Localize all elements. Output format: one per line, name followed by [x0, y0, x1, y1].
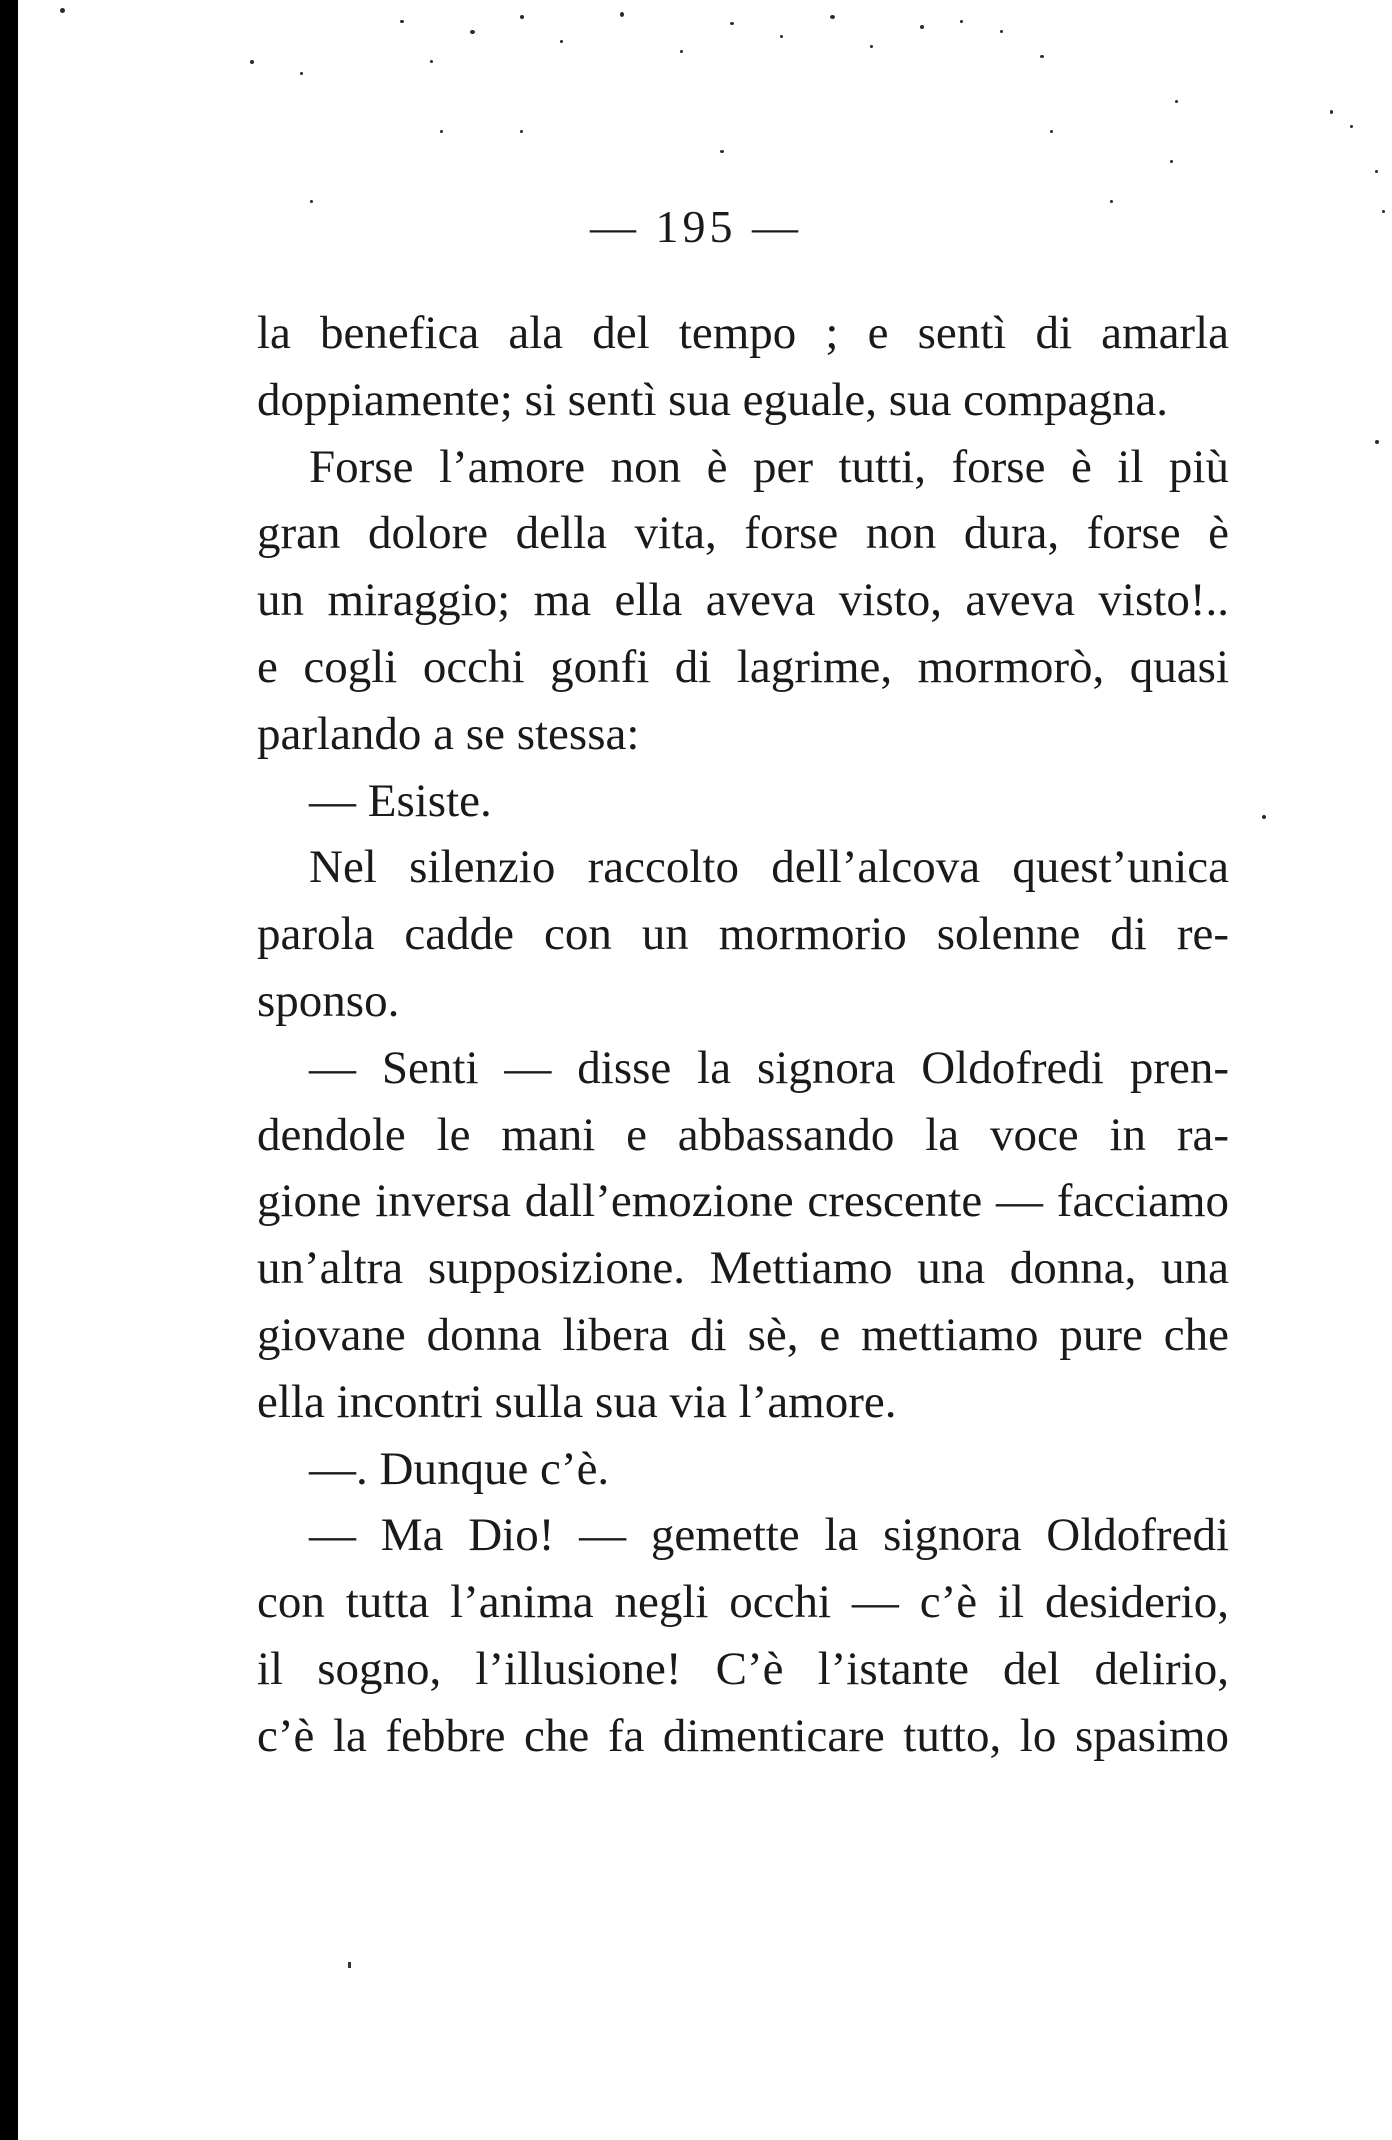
text-line: —. Dunque c’è. — [309, 1442, 610, 1495]
text-line: con tutta l’anima negli occhi — c’è il desiderio, — [257, 1576, 1229, 1629]
body-text — [257, 300, 1229, 1770]
text-line: un miraggio; ma ella aveva visto, aveva visto!.. — [257, 574, 1229, 627]
text-line: — Esiste. — [309, 774, 492, 827]
text-line: un’altra supposizione. Mettiamo una donna, una — [257, 1242, 1229, 1295]
text-line: e cogli occhi gonfi di lagrime, mormorò, quasi — [257, 640, 1229, 693]
text-line: giovane donna libera di sè, e mettiamo pure che — [257, 1308, 1229, 1361]
text-line: gione inversa dall’emozione crescente — facciamo — [257, 1175, 1229, 1228]
text-line: — Ma Dio! — gemette la signora Oldofredi — [309, 1509, 1229, 1562]
text-line: parlando a se stessa: — [257, 707, 640, 760]
text-line: la benefica ala del tempo ; e sentì di amarla — [257, 307, 1229, 359]
text-line: il sogno, l’illusione! C’è l’istante del delirio, — [257, 1642, 1229, 1695]
text-line: parola cadde con un mormorio solenne di re- — [257, 908, 1229, 961]
text-line: sponso. — [257, 974, 400, 1027]
text-line: ella incontri sulla sua via l’amore. — [257, 1375, 897, 1428]
text-line: doppiamente; si sentì sua eguale, sua compagna. — [257, 373, 1169, 426]
page-number: — 195 — — [590, 201, 802, 252]
text-line: c’è la febbre che fa dimenticare tutto, lo spasimo — [257, 1709, 1229, 1762]
text-line: dendole le mani e abbassando la voce in ra- — [257, 1108, 1229, 1161]
text-line: Forse l’amore non è per tutti, forse è il più — [309, 440, 1229, 493]
text-line: — Senti — disse la signora Oldofredi pren- — [309, 1041, 1229, 1094]
text-line: Nel silenzio raccolto dell’alcova quest’unica — [309, 841, 1229, 894]
text-line: gran dolore della vita, forse non dura, forse è — [257, 507, 1229, 560]
binding-edge — [0, 0, 18, 2140]
scan-mark — [348, 1962, 351, 1968]
